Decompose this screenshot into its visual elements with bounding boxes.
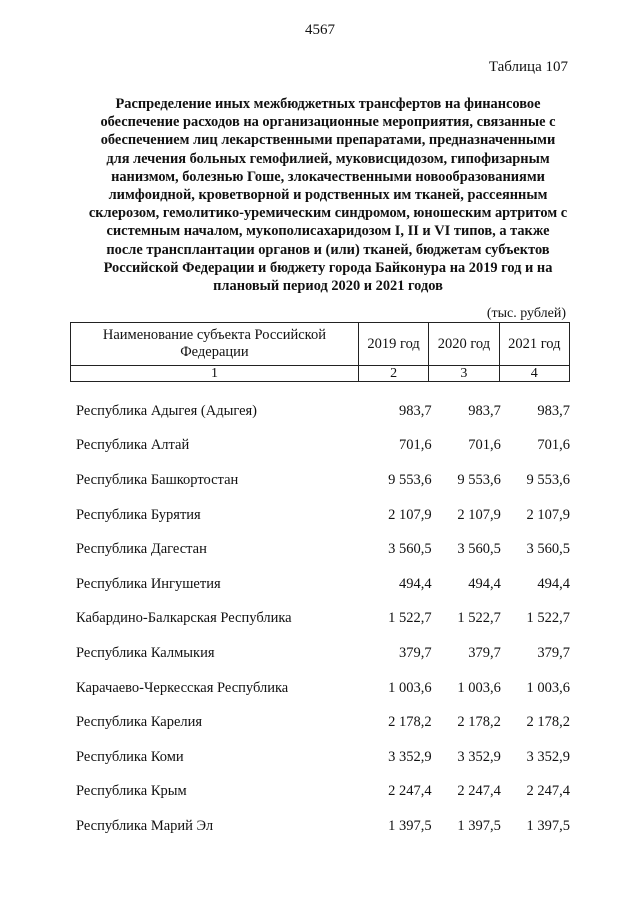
value-2021: 9 553,6 [526,471,570,488]
table-row [70,809,570,844]
table-row [70,671,570,706]
table-header [70,322,570,382]
value-2021: 701,6 [537,437,570,454]
value-2019: 379,7 [399,644,432,661]
header-num-4: 4 [499,366,569,382]
value-2020: 983,7 [468,402,501,419]
value-2020: 1 003,6 [457,679,501,696]
table-row [70,740,570,775]
table-row [70,532,570,567]
value-2021: 494,4 [537,575,570,592]
value-2020: 2 178,2 [457,714,501,731]
value-2020: 701,6 [468,437,501,454]
value-2021: 1 397,5 [526,817,570,834]
document-title: Распределение иных межбюджетных трансфертов на финансовое обеспечение расходов на организационные мероприятия, связанные с обеспечением лиц лекарственными препаратами, предназначенными для лечения больных гемофилией, муковисцидозом, гипофизарным нанизмом, болезнью Гоше, злокачественными новообразованиями лимфоидной, кроветворной и родственных им тканей, рассеянным склерозом, гемолитико-уремическим синдромом, юношеским артритом с системным началом, мукополисахаридозом I, II и VI типов, а также после трансплантации органов и (или) тканей, бюджетам субъектов Российской Федерации и бюджету города Байконура на 2019 год и на плановый период 2020 и 2021 годов [88,96,568,295]
table-row [70,567,570,602]
header-num-1: 1 [71,366,359,382]
region-name: Республика Башкортостан [76,471,239,488]
value-2019: 494,4 [399,575,432,592]
region-name: Республика Алтай [76,437,190,454]
value-2019: 9 553,6 [388,471,432,488]
value-2020: 379,7 [468,644,501,661]
value-2019: 1 003,6 [388,679,432,696]
table-row [70,705,570,740]
value-2021: 3 352,9 [526,748,570,765]
value-2019: 2 247,4 [388,783,432,800]
value-2021: 1 003,6 [526,679,570,696]
table-row [70,775,570,810]
value-2021: 2 247,4 [526,783,570,800]
value-2019: 1 397,5 [388,817,432,834]
header-num-2: 2 [358,366,428,382]
header-year-2019: 2019 год [358,323,428,366]
value-2019: 1 522,7 [388,610,432,627]
region-name: Республика Дагестан [76,541,207,558]
value-2020: 2 107,9 [457,506,501,523]
table-row [70,429,570,464]
header-year-2020: 2020 год [429,323,499,366]
table-row [70,394,570,429]
value-2019: 3 560,5 [388,541,432,558]
region-name: Республика Карелия [76,714,203,731]
table-row [70,498,570,533]
value-2021: 983,7 [537,402,570,419]
value-2021: 379,7 [537,644,570,661]
region-name: Республика Крым [76,783,187,800]
value-2020: 9 553,6 [457,471,501,488]
value-2019: 2 107,9 [388,506,432,523]
value-2021: 1 522,7 [526,610,570,627]
value-2020: 1 522,7 [457,610,501,627]
region-name: Республика Ингушетия [76,575,221,592]
value-2021: 2 107,9 [526,506,570,523]
value-2021: 2 178,2 [526,714,570,731]
region-name: Карачаево-Черкесская Республика [76,679,289,696]
value-2019: 701,6 [399,437,432,454]
value-2020: 494,4 [468,575,501,592]
header-year-2021: 2021 год [499,323,569,366]
header-name: Наименование субъекта Российской Федерации [71,323,359,366]
table-label: Таблица 107 [488,59,568,75]
table-row [70,636,570,671]
value-2020: 1 397,5 [457,817,501,834]
value-2019: 3 352,9 [388,748,432,765]
units-label: (тыс. рублей) [486,306,566,321]
value-2021: 3 560,5 [526,541,570,558]
value-2019: 2 178,2 [388,714,432,731]
region-name: Республика Бурятия [76,506,201,523]
table-row [70,602,570,637]
region-name: Кабардино-Балкарская Республика [76,610,292,627]
value-2020: 3 560,5 [457,541,501,558]
page-number: 4567 [305,22,335,38]
header-num-3: 3 [429,366,499,382]
table-row [70,463,570,498]
region-name: Республика Коми [76,748,184,765]
value-2019: 983,7 [399,402,432,419]
table-body [70,394,570,844]
value-2020: 2 247,4 [457,783,501,800]
region-name: Республика Калмыкия [76,644,215,661]
region-name: Республика Адыгея (Адыгея) [76,402,258,419]
region-name: Республика Марий Эл [76,817,214,834]
value-2020: 3 352,9 [457,748,501,765]
